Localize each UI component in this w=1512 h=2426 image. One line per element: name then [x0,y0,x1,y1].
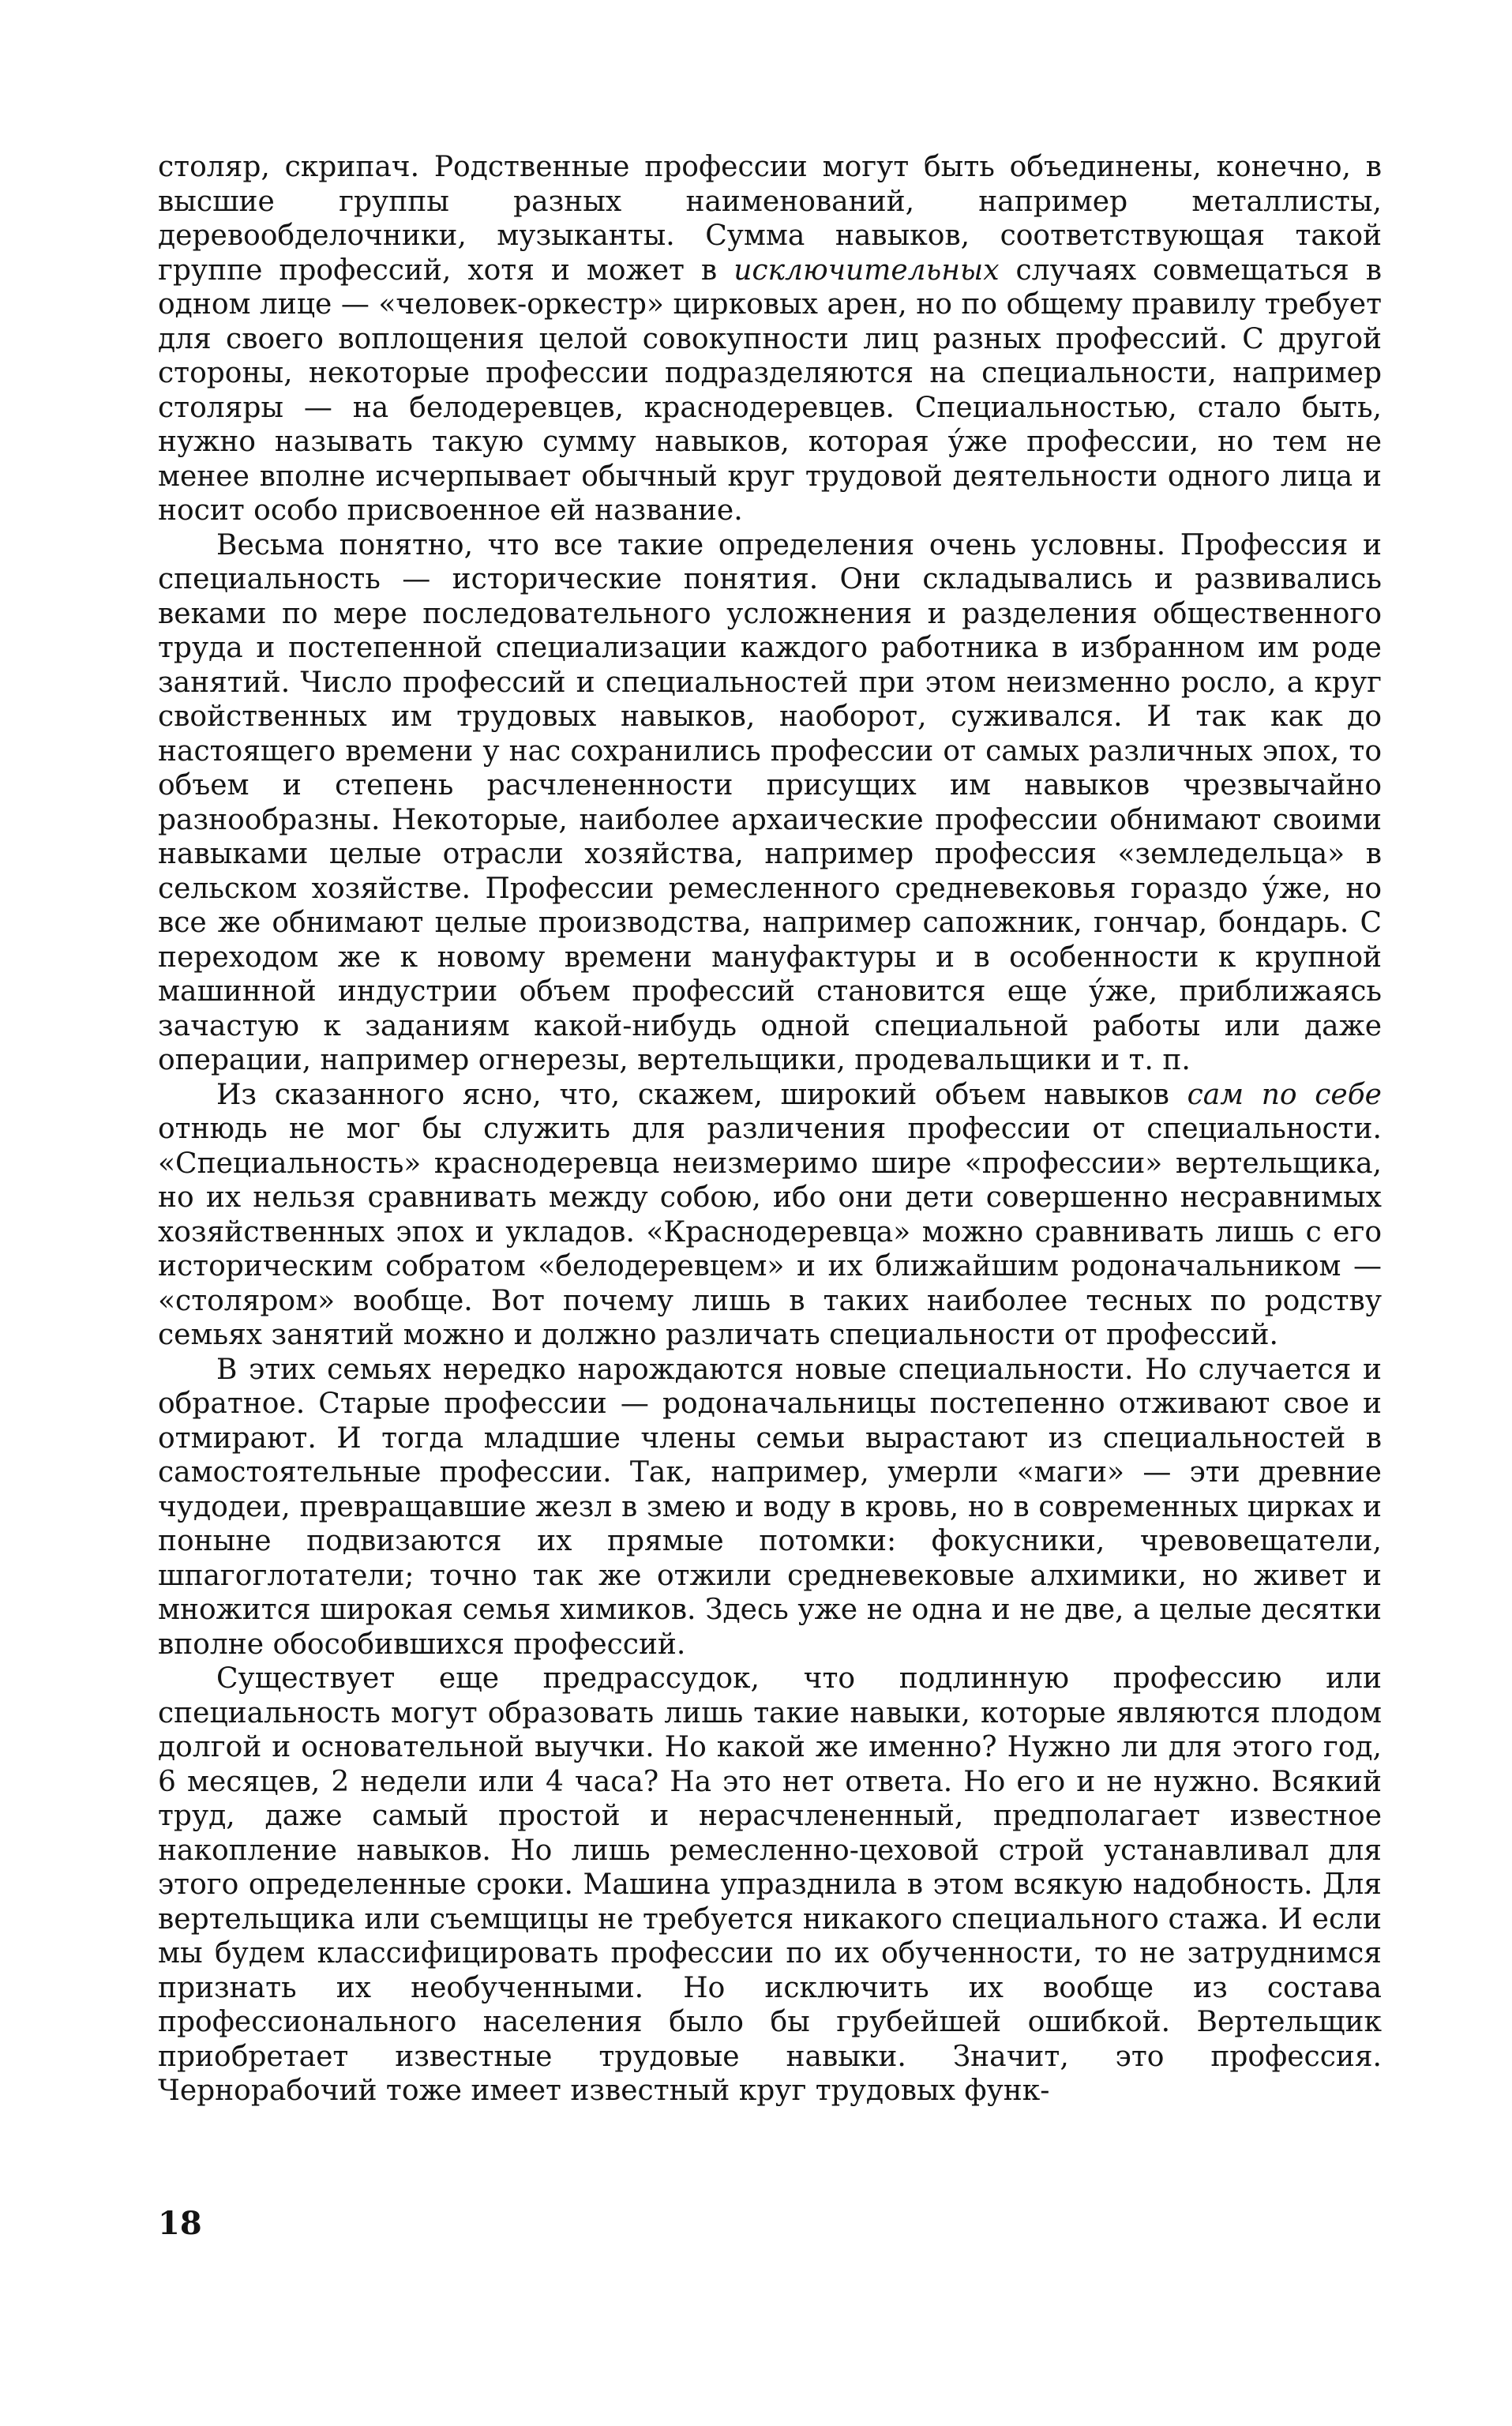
text-run: отнюдь не мог бы служить для различения профессии от специальности. «Специальность» краснодеревца неизмеримо шире «профессии» вертельщика, но их нельзя сравнивать между собою, ибо они дети совершенно несравнимых хозяйственных эпох и укладов. «Краснодеревца» можно сравнивать лишь с его историческим собратом «белодеревцем» и их ближайшим родоначальником — «столяром» вообще. Вот почему лишь в таких наиболее тесных по родству семьях занятий можно и должно различать специальности от профессий. [158,1113,1382,1351]
paragraph-3 [158,1078,1382,1353]
italic-run: исключительных [733,253,1000,287]
text-run: случаях совмещаться в одном лице — «человек-оркестр» цирковых арен, но по общему правилу требует для своего воплощения целой совокупности лиц разных профессий. С другой стороны, некоторые профессии подразделяются на специальности, например столяры — на белодеревцев, краснодеревцев. Специальностью, стало быть, нужно называть такую сумму навыков, которая у́же профессии, но тем не менее вполне исчерпывает обычный круг трудовой деятельности одного лица и носит особо присвоенное ей название. [158,253,1383,527]
paragraph-2 [158,528,1382,1078]
paragraph-5 [158,1662,1382,2109]
text-run: Весьма понятно, что все такие определения очень условны. Профессия и специальность — исторические понятия. Они складывались и развивались веками по мере последовательного усложнения и разделения общественного труда и постепенной специализации каждого работника в избранном им роде занятий. Число профессий и специальностей при этом неизменно росло, а круг свойственных им трудовых навыков, наоборот, суживался. И так как до настоящего времени у нас сохранились профессии от самых различных эпох, то объем и степень расчлененности присущих им навыков чрезвычайно разнообразны. Некоторые, наиболее архаические профессии обнимают своими навыками целые отрасли хозяйства, например профессия «земледельца» в сельском хозяйстве. Профессии ремесленного средневековья гораздо у́же, но все же обнимают целые производства, например сапожник, гончар, бондарь. С переходом же к новому времени мануфактуры и в особенности к крупной машинной индустрии объем профессий становится еще у́же, приближаясь зачастую к заданиям какой-нибудь одной специальной работы или даже операции, например огнерезы, вертельщики, продевальщики и т. п. [158,528,1382,1076]
text-run: Из сказанного ясно, что, скажем, широкий объем навыков [216,1078,1187,1111]
page-text [158,150,1382,2109]
text-run: Существует еще предрассудок, что подлинную профессию или специальность могут образовать лишь такие навыки, которые являются плодом долгой и основательной выучки. Но какой же именно? Нужно ли для этого год, 6 месяцев, 2 недели или 4 часа? На это нет ответа. Но его и не нужно. Всякий труд, даже самый простой и нерасчлененный, предполагает известное накопление навыков. Но лишь ремесленно-цеховой строй устанавливал для этого определенные сроки. Машина упразднила в этом всякую надобность. Для вертельщика или съемщицы не требуется никакого специального стажа. И если мы будем классифицировать профессии по их обученности, то не затруднимся признать их необученными. Но исключить их вообще из состава профессионального населения было бы грубейшей ошибкой. Вертельщик приобретает известные трудовые навыки. Значит, это профессия. Чернорабочий тоже имеет известный круг трудовых функ- [158,1662,1382,2107]
paragraph-4 [158,1353,1382,1662]
page-number: 18 [158,2205,202,2242]
paragraph-1 [158,150,1382,528]
text-run: столяр, скрипач. Родственные профессии могут быть объединены, конечно, в высшие группы разных наименований, например металлисты, деревообделочники, музыканты. Сумма навыков, соответствующая такой группе профессий, хотя и может в [158,151,1382,287]
text-run: В этих семьях нередко нарождаются новые специальности. Но случается и обратное. Старые профессии — родоначальницы постепенно отживают свое и отмирают. И тогда младшие члены семьи вырастают из специальностей в самостоятельные профессии. Так, например, умерли «маги» — эти древние чудодеи, превращавшие жезл в змею и воду в кровь, но в современных цирках и поныне подвизаются их прямые потомки: фокусники, чревовещатели, шпагоглотатели; точно так же отжили средневековые алхимики, но живет и множится широкая семья химиков. Здесь уже не одна и не две, а целые десятки вполне обособившихся профессий. [158,1353,1382,1661]
italic-run: сам по себе [1187,1078,1382,1111]
